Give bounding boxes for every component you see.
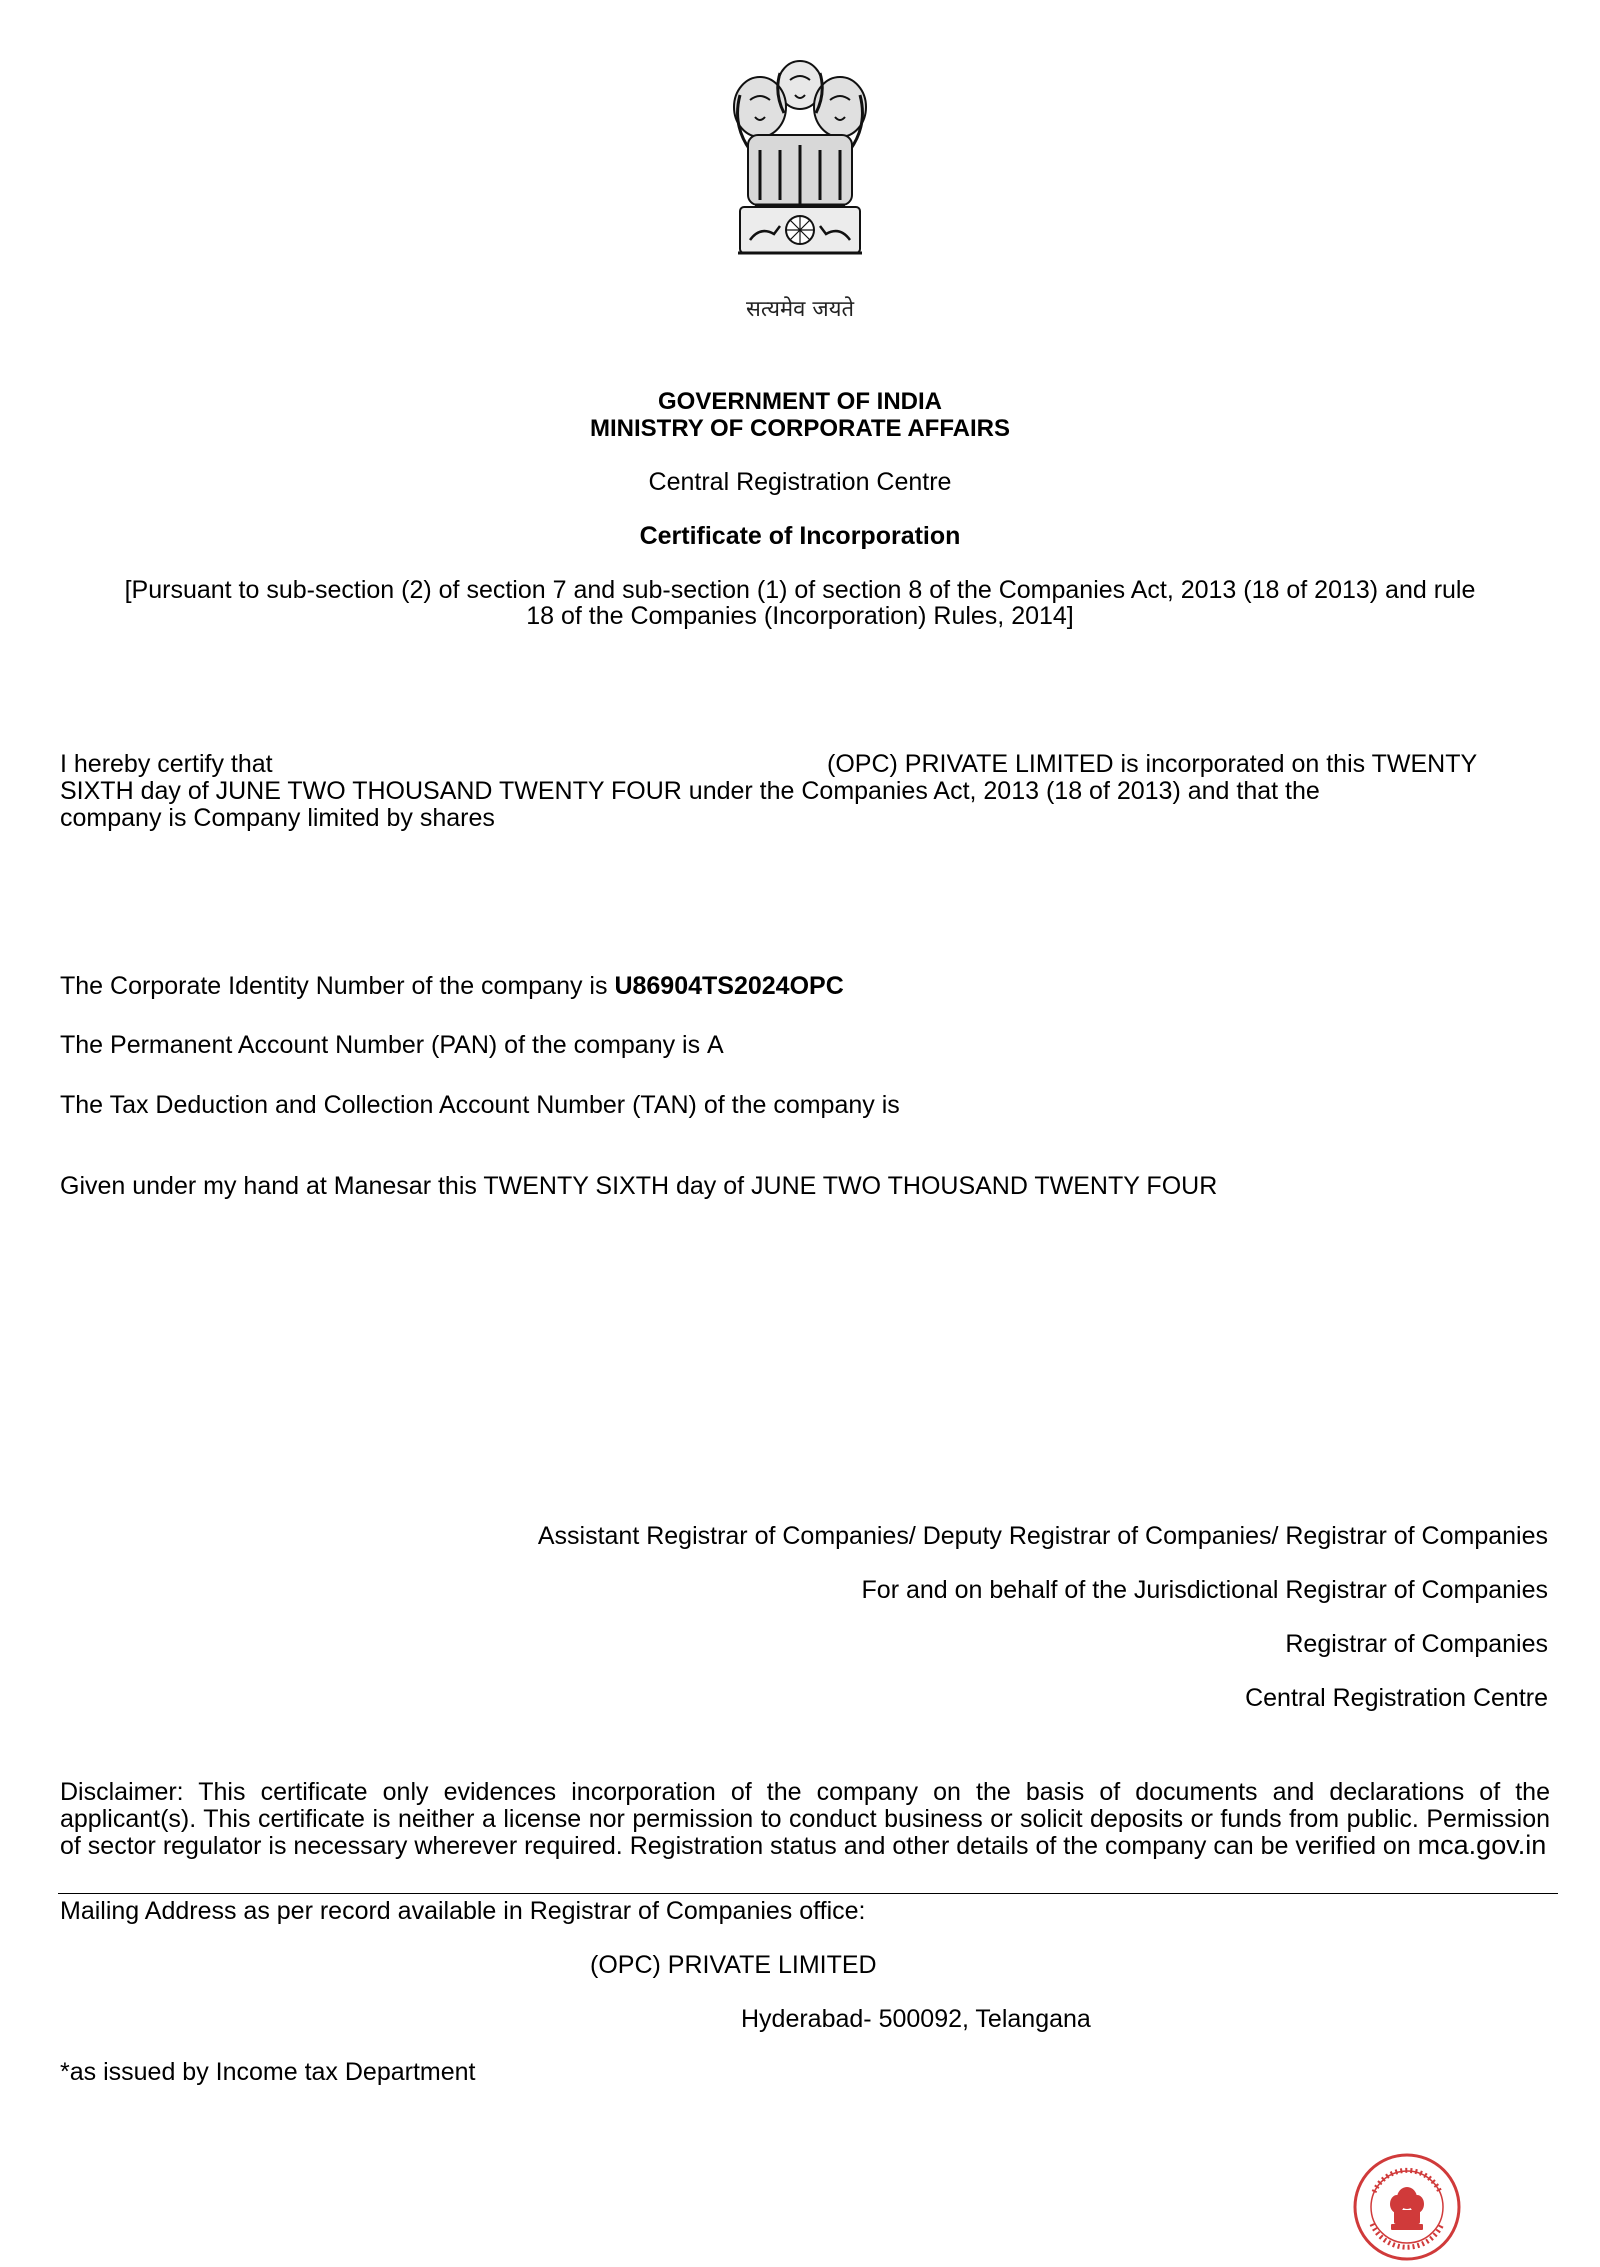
signatory-line-4: Central Registration Centre — [1245, 1684, 1548, 1712]
emblem-motto: सत्यमेव जयते — [745, 297, 855, 322]
footnote: *as issued by Income tax Department — [60, 2058, 476, 2086]
given-line: Given under my hand at Manesar this TWENTY SIXTH day of JUNE TWO THOUSAND TWENTY FOUR — [60, 1172, 1218, 1200]
national-emblem — [710, 55, 890, 325]
certify-line-3: company is Company limited by shares — [60, 804, 495, 832]
certify-company-status: (OPC) PRIVATE LIMITED is incorporated on this TWENTY — [827, 750, 1478, 778]
certify-line-2: SIXTH day of JUNE TWO THOUSAND TWENTY FOUR under the Companies Act, 2013 (18 of 2013) and that the — [60, 777, 1320, 805]
certify-prefix: I hereby certify that — [60, 750, 273, 778]
header-centre: Central Registration Centre — [648, 468, 952, 496]
disclaimer-text: Disclaimer: This certificate only evidences incorporation of the company on the basis of documents and declarations of the applicant(s). This certificate is neither a license nor permission to conduct business or solicit deposits or funds from public. Permission of sector regulator is necessary wherever required. Registration status and other details of the company can be verified on — [60, 1778, 1550, 1860]
certify-line-1 — [60, 751, 1548, 778]
mca-seal-icon — [1352, 2152, 1462, 2262]
pursuant-line-2: 18 of the Companies (Incorporation) Rules, 2014] — [526, 602, 1074, 630]
cin-line — [60, 973, 1548, 1000]
signatory-line-3: Registrar of Companies — [1285, 1630, 1548, 1658]
mailing-company: (OPC) PRIVATE LIMITED — [590, 1951, 877, 1979]
signatory-line-1: Assistant Registrar of Companies/ Deputy Registrar of Companies/ Registrar of Companies — [537, 1522, 1548, 1550]
cin-label: The Corporate Identity Number of the company is — [60, 972, 615, 1000]
pan-label: The Permanent Account Number (PAN) of the company is — [60, 1031, 708, 1059]
mailing-label: Mailing Address as per record available in Registrar of Companies office: — [60, 1897, 866, 1925]
lion-capital-icon — [710, 55, 890, 290]
registrar-seal — [1352, 2152, 1462, 2262]
disclaimer — [60, 1779, 1550, 1860]
divider-line — [58, 1893, 1558, 1894]
pan-line — [60, 1032, 1548, 1059]
tan-line: The Tax Deduction and Collection Account Number (TAN) of the company is — [60, 1091, 900, 1119]
mca-link[interactable]: mca.gov.in — [1417, 1830, 1547, 1860]
cin-value: U86904TS2024OPC — [614, 972, 844, 1000]
signatory-line-2: For and on behalf of the Jurisdictional Registrar of Companies — [861, 1576, 1548, 1604]
pursuant-line-1: [Pursuant to sub-section (2) of section 7 and sub-section (1) of section 8 of the Companies Act, 2013 (18 of 2013) and rule — [124, 576, 1476, 604]
header-ministry: MINISTRY OF CORPORATE AFFAIRS — [589, 415, 1010, 442]
mailing-city: Hyderabad- 500092, Telangana — [741, 2005, 1091, 2033]
header-government: GOVERNMENT OF INDIA — [657, 388, 942, 415]
pan-value: A — [707, 1031, 724, 1059]
certificate-title: Certificate of Incorporation — [639, 522, 961, 550]
